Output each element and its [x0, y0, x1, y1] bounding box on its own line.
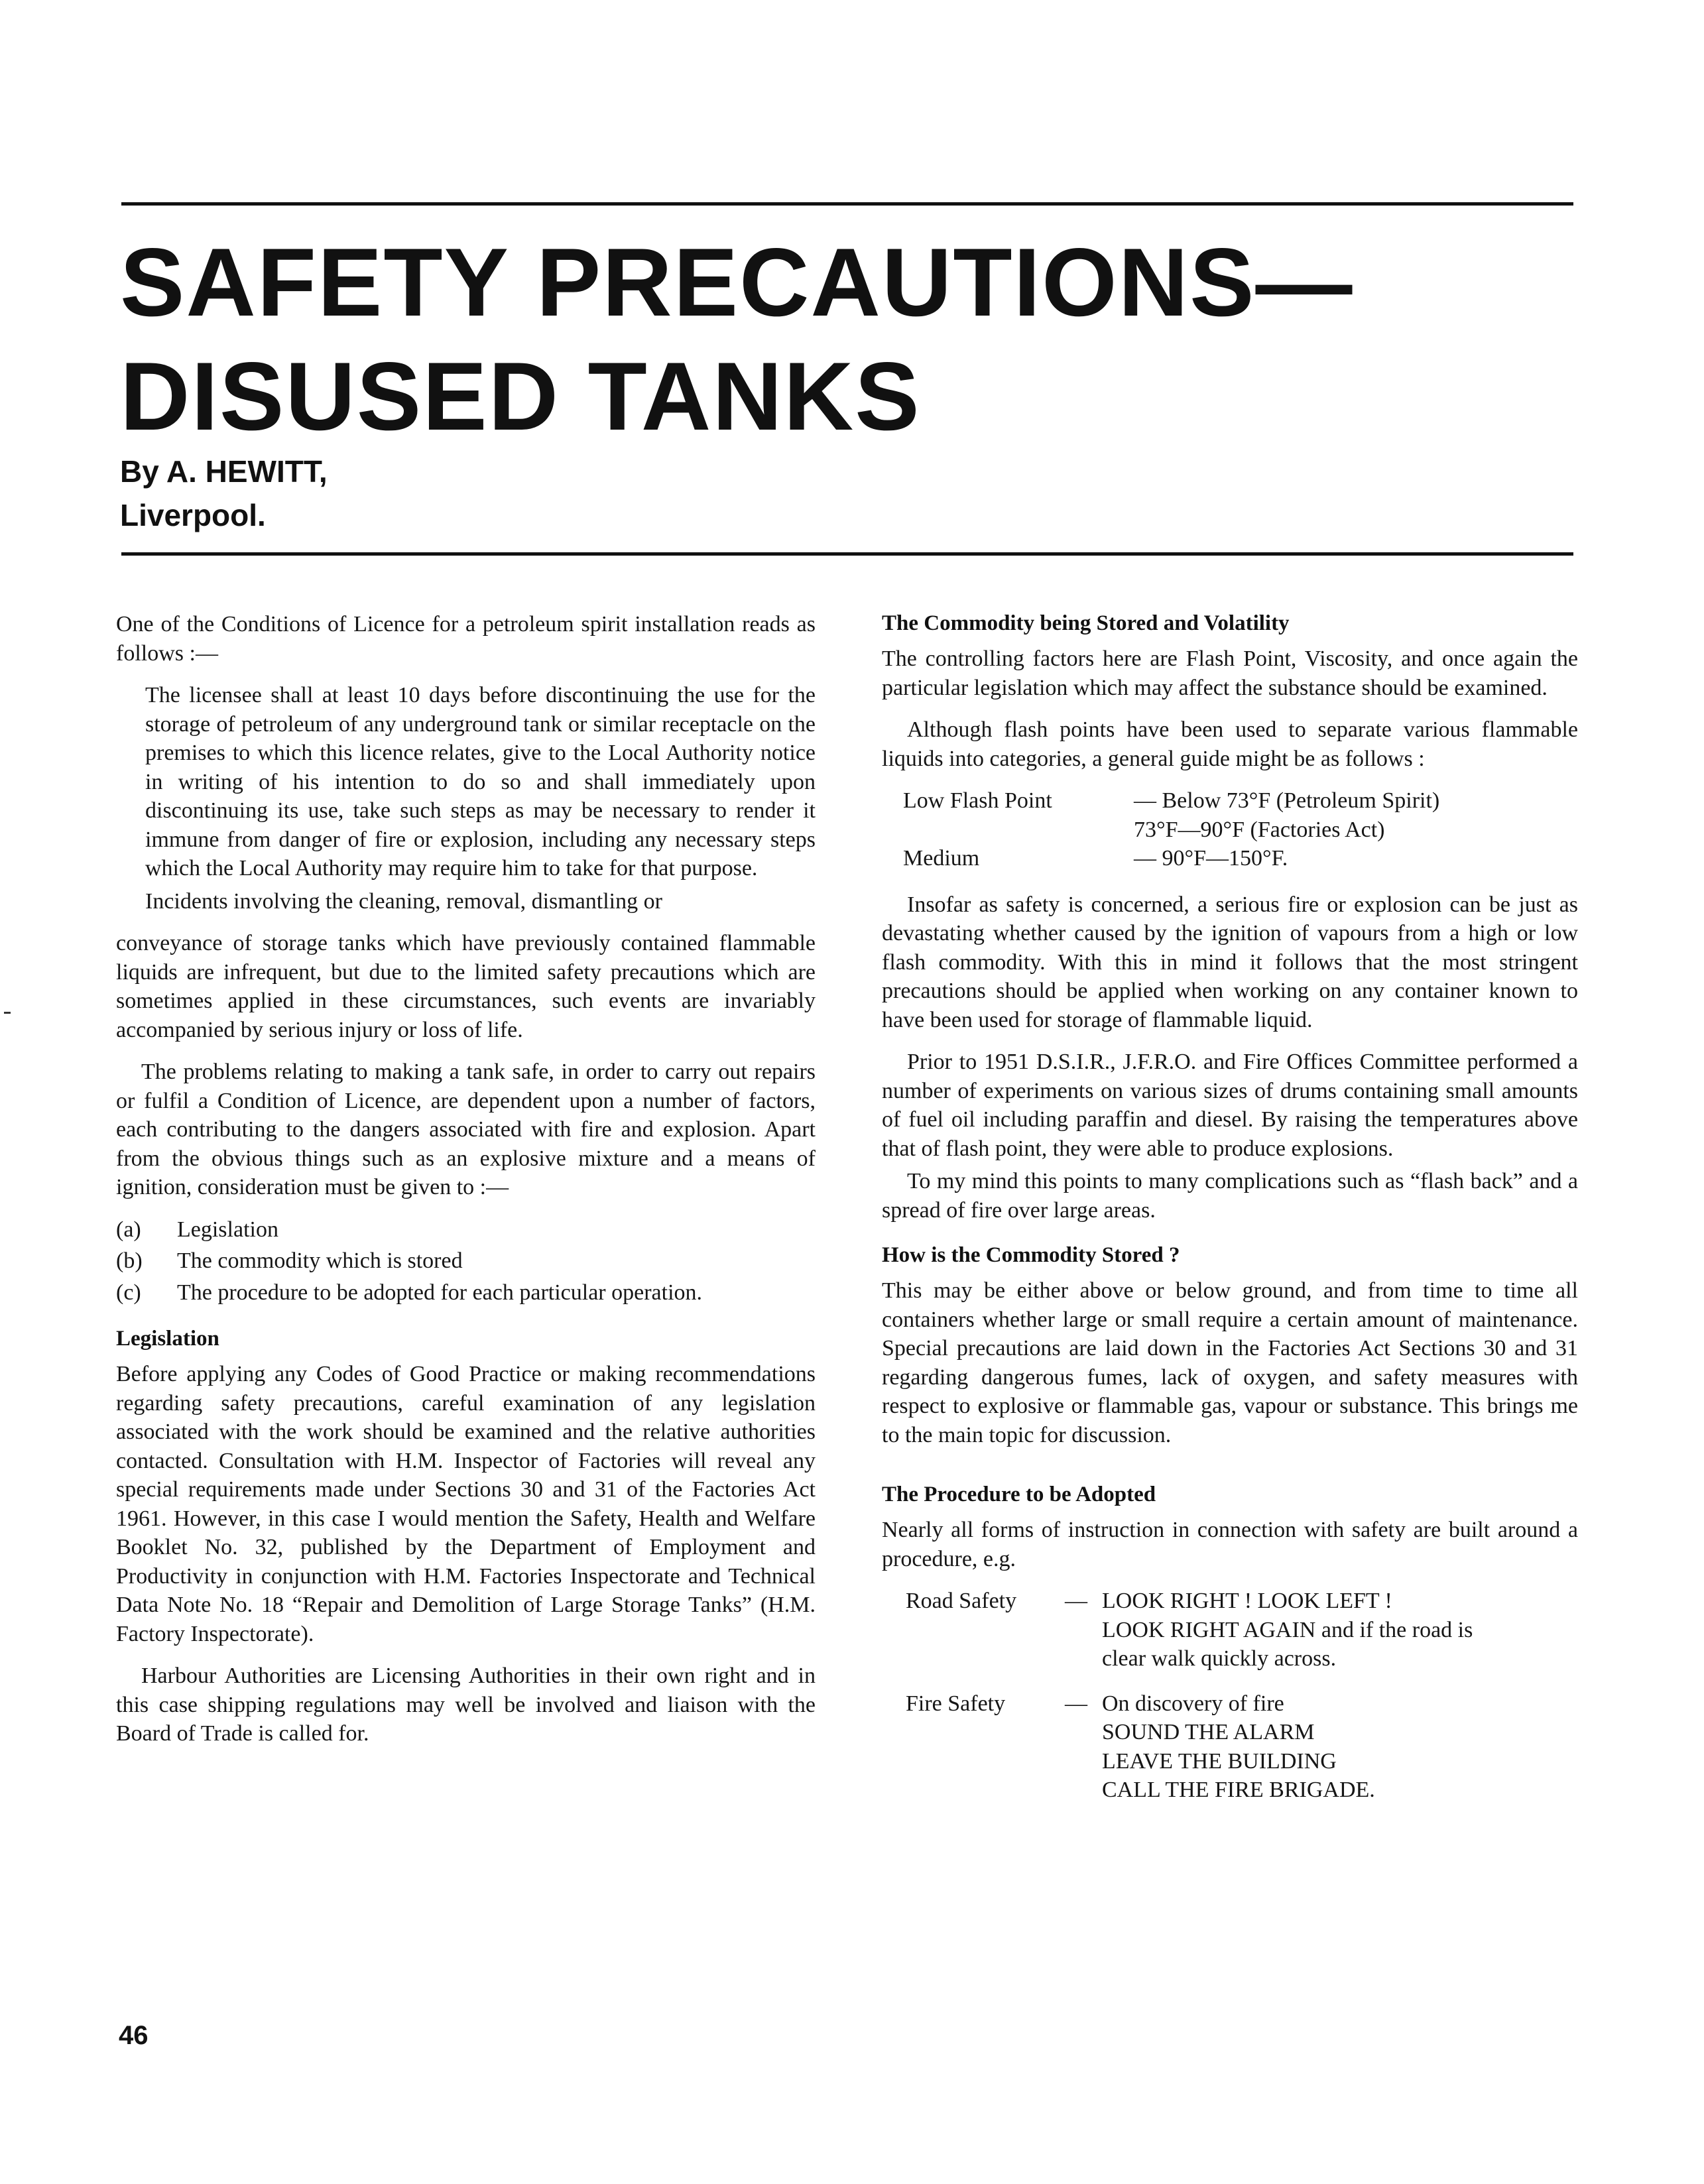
prior-paragraph: Prior to 1951 D.S.I.R., J.F.R.O. and Fire Offices Committee performed a number of experiments on various sizes of drums containing small amounts of fuel oil including paraffin and diesel. By raising the temperatures above that of flash point, they were able to produce explosions.	[882, 1050, 1578, 1161]
page-number: 46	[119, 2021, 149, 2050]
road-safety-step: LOOK RIGHT AGAIN and if the road is	[1102, 1617, 1473, 1642]
commodity-paragraph: The controlling factors here are Flash Point, Viscosity, and once again the particular legislation which may affect the substance should be examined.	[882, 646, 1578, 700]
title-line-1: SAFETY PRECAUTIONS—	[120, 228, 1354, 336]
header-bottom-rule	[121, 552, 1573, 556]
flash-value-medium: — 90°F—150°F.	[1134, 846, 1288, 871]
stored-heading: How is the Commodity Stored ?	[882, 1243, 1180, 1267]
mind-paragraph: To my mind this points to many complications such as “flash back” and a spread of fire over large areas.	[882, 1169, 1578, 1223]
stored-paragraph: This may be either above or below ground, and from time to time all containers whether large or small require a certain amount of maintenance. Special precautions are laid down in the Factories Act Sections 30 and 31 regarding dangerous fumes, lack of oxygen, and safety measures with respect to explosive or flammable gas, vapour or substance. This brings me to the main topic for discussion.	[882, 1278, 1578, 1447]
road-safety-step: clear walk quickly across.	[1102, 1646, 1337, 1671]
intro-paragraph: One of the Conditions of Licence for a petroleum spirit installation reads as follows :—	[116, 612, 816, 666]
fire-safety-dash: —	[1065, 1691, 1087, 1716]
procedure-paragraph: Nearly all forms of instruction in connection with safety are built around a procedure, e.g.	[882, 1518, 1578, 1571]
author-location: Liverpool.	[120, 498, 266, 532]
list-item	[116, 1278, 816, 1307]
road-safety-label: Road Safety	[906, 1589, 1017, 1613]
list-item	[116, 1215, 816, 1244]
flash-row-low	[882, 786, 1578, 816]
title-line-2: DISUSED TANKS	[120, 342, 921, 450]
article-title	[120, 225, 1354, 454]
right-column	[882, 610, 1578, 1823]
road-safety-steps	[1102, 1587, 1578, 1673]
problems-paragraph: The problems relating to making a tank safe, in order to carry out repairs or fulfil a Condition of Licence, are dependent upon a number of factors, each contributing to the dangers associated with fire and explosion. Apart from the obvious things such as an explosive mixture and a means of ignition, consideration must be given to :—	[116, 1060, 816, 1199]
list-item-text: Legislation	[177, 1217, 278, 1242]
list-item-label: (a)	[116, 1217, 141, 1242]
harbour-paragraph: Harbour Authorities are Licensing Authorities in their own right and in this case shipping regulations may well be involved and liaison with the Board of Trade is called for.	[116, 1664, 816, 1746]
list-item-label: (b)	[116, 1248, 143, 1273]
left-column	[116, 610, 816, 1762]
fire-safety-step: On discovery of fire	[1102, 1691, 1284, 1716]
top-rule	[121, 202, 1573, 206]
flash-label-low: Low Flash Point	[903, 788, 1052, 813]
licence-quote: The licensee shall at least 10 days before discontinuing the use for the storage of petroleum of any underground tank or similar receptacle on the premises to which this licence relates, give to the Local Authority notice in writing of his intention to do so and shall immediately upon discontinuing its use, take such steps as may be necessary to render it immune from danger of fire or explosion, including any necessary steps which the Local Authority may require him to take for that purpose.	[145, 683, 816, 880]
fire-safety-step: LEAVE THE BUILDING	[1102, 1748, 1337, 1774]
flash-point-table	[882, 786, 1578, 873]
list-item-text: The commodity which is stored	[177, 1248, 463, 1273]
road-safety-dash: —	[1065, 1589, 1087, 1613]
legislation-heading: Legislation	[116, 1327, 219, 1351]
flash-value-low-2: 73°F—90°F (Factories Act)	[1134, 817, 1385, 842]
margin-mark	[4, 1012, 11, 1014]
procedure-heading: The Procedure to be Adopted	[882, 1483, 1156, 1506]
insofar-paragraph: Insofar as safety is concerned, a serious fire or explosion can be just as devastating whether caused by the ignition of vapours from a high or low flash commodity. With this in mind it follows that the most stringent precautions should be applied when working on any container known to have been used for storage of flammable liquid.	[882, 892, 1578, 1032]
flash-row-low-2	[882, 816, 1578, 845]
author-byline	[120, 450, 328, 537]
fire-safety-row	[882, 1689, 1578, 1805]
considerations-list	[116, 1215, 816, 1307]
flash-value-low: — Below 73°F (Petroleum Spirit)	[1134, 788, 1440, 813]
fire-safety-steps	[1102, 1689, 1578, 1805]
fire-safety-step: CALL THE FIRE BRIGADE.	[1102, 1778, 1375, 1802]
flash-label-medium: Medium	[903, 846, 980, 871]
list-item-text: The procedure to be adopted for each particular operation.	[177, 1280, 703, 1305]
flash-row-medium	[882, 844, 1578, 873]
road-safety-row	[882, 1587, 1578, 1673]
road-safety-step: LOOK RIGHT ! LOOK LEFT !	[1102, 1589, 1392, 1613]
incidents-start: Incidents involving the cleaning, removal, dismantling or	[145, 888, 662, 914]
author-name: By A. HEWITT,	[120, 454, 328, 489]
fire-safety-label: Fire Safety	[906, 1691, 1006, 1716]
legislation-paragraph: Before applying any Codes of Good Practice or making recommendations regarding safety precautions, careful examination of any legislation associated with the work should be examined and the relative authorities contacted. Consultation with H.M. Inspector of Factories will reveal any special requirements made under Sections 30 and 31 of the Factories Act 1961. However, in this case I would mention the Safety, Health and Welfare Booklet No. 32, published by the Department of Employment and Productivity in conjunction with H.M. Factories Inspectorate and Technical Data Note No. 18 “Repair and Demolition of Large Storage Tanks” (H.M. Factory Inspectorate).	[116, 1362, 816, 1646]
list-item	[116, 1246, 816, 1276]
fire-safety-step: SOUND THE ALARM	[1102, 1720, 1315, 1744]
flash-intro-paragraph: Although flash points have been used to separate various flammable liquids into categories, a general guide might be as follows :	[882, 717, 1578, 771]
incidents-paragraph: conveyance of storage tanks which have previously contained flammable liquids are infrequent, but due to the limited safety precautions which are sometimes applied in these circumstances, such events are invariably accompanied by serious injury or loss of life.	[116, 931, 816, 1042]
procedure-examples	[882, 1587, 1578, 1805]
list-item-label: (c)	[116, 1280, 141, 1305]
commodity-heading: The Commodity being Stored and Volatility	[882, 611, 1290, 635]
